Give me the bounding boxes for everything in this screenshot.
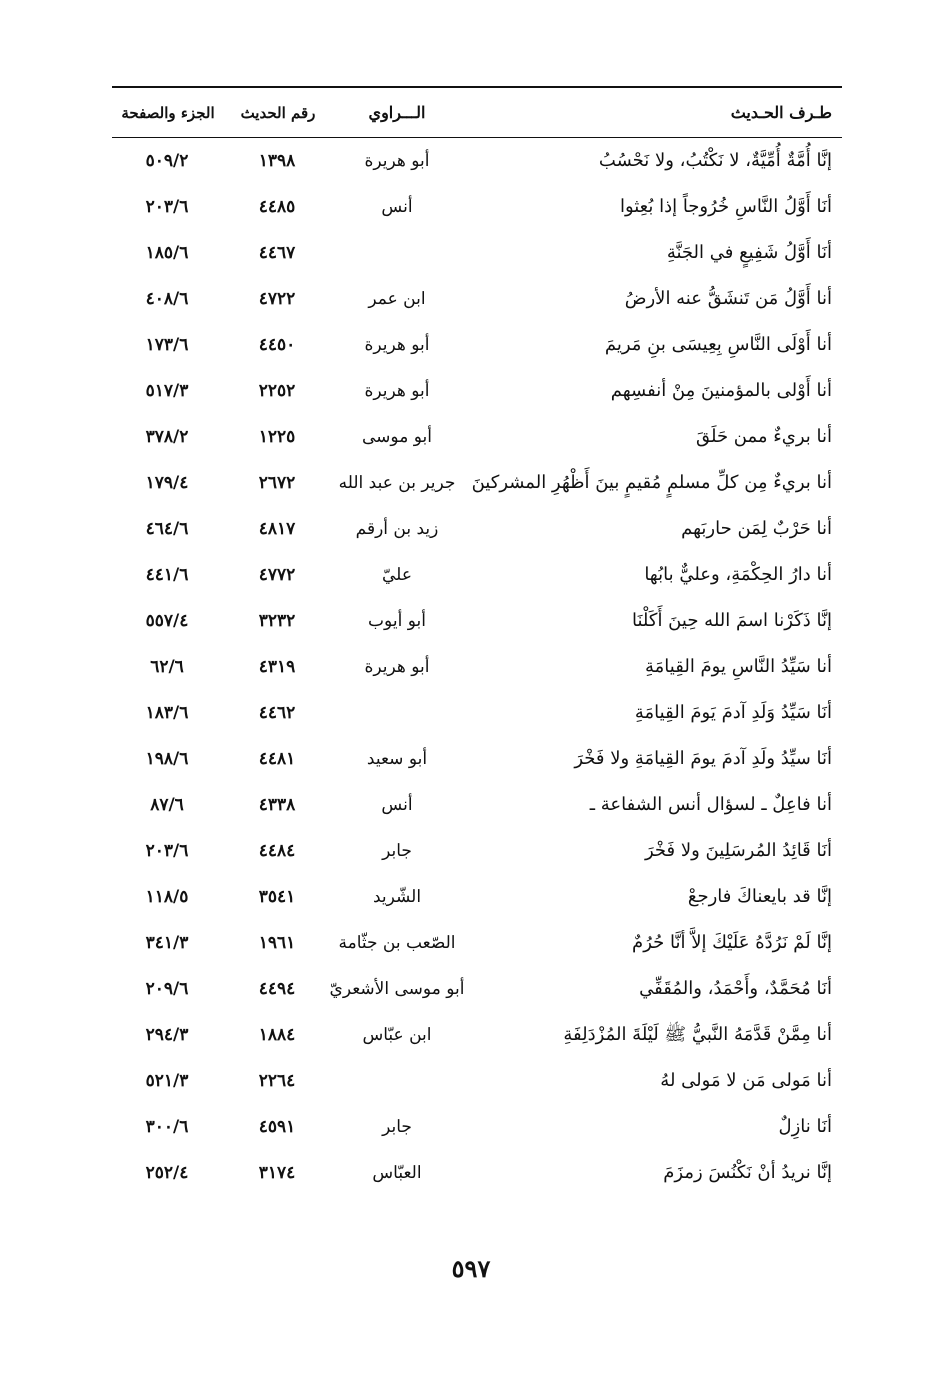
hadith-cell: إنَّا لَمْ نَرُدَّهُ عَلَيْكَ إلاَّ أنَّا حُرُمٌ	[632, 932, 832, 953]
table-row	[112, 184, 842, 230]
hadith-cell: أنَا مُحَمَّدٌ، وأَحْمَدُ، والمُقَفِّي	[639, 978, 832, 999]
table-row	[112, 414, 842, 460]
hadith-number-cell: ٤٤٥٠	[258, 335, 296, 355]
narrator-cell: أبو هريرة	[364, 657, 430, 677]
volume-page-cell: ٥٥٧/٤	[145, 611, 189, 631]
table-row	[112, 322, 842, 368]
hadith-cell: أنا دارُ الحِكْمَةِ، وعليٌّ بابُها	[644, 564, 832, 585]
table-row	[112, 506, 842, 552]
header-hadith: طـرف الحـديث	[730, 103, 832, 122]
hadith-number-cell: ٢٢٦٤	[258, 1071, 296, 1091]
volume-page-cell: ٤٠٨/٦	[145, 289, 189, 309]
hadith-number-cell: ٤٤٨١	[258, 749, 296, 769]
hadith-number-cell: ١٩٦١	[258, 933, 296, 953]
hadith-cell: أنا مِمَّنْ قَدَّمَهُ النَّبيُّ ﷺ لَيْلَةَ المُزْدَلِفَةِ	[563, 1024, 832, 1045]
hadith-number-cell: ٤٤٦٧	[258, 243, 296, 263]
table-row	[112, 230, 842, 276]
table-row	[112, 598, 842, 644]
volume-page-cell: ١١٨/٥	[145, 887, 189, 907]
volume-page-cell: ٥٠٩/٢	[145, 151, 189, 171]
table-row	[112, 1058, 842, 1104]
hadith-number-cell: ٤٣١٩	[258, 657, 296, 677]
hadith-number-cell: ٣٢٣٢	[258, 611, 296, 631]
hadith-cell: أنا فاعِلٌ ـ لسؤال أنس الشفاعة ـ	[589, 794, 832, 815]
volume-page-cell: ٣٠٠/٦	[145, 1117, 189, 1137]
table-row	[112, 782, 842, 828]
header-volume-page: الجزء والصفحة	[121, 104, 215, 122]
narrator-cell: أبو هريرة	[364, 151, 430, 171]
narrator-cell: ابن عمر	[368, 289, 426, 309]
hadith-number-cell: ٣١٧٤	[258, 1163, 296, 1183]
table-row	[112, 874, 842, 920]
volume-page-cell: ٥١٧/٣	[145, 381, 189, 401]
narrator-cell	[312, 230, 482, 276]
volume-page-cell: ٣٤١/٣	[145, 933, 189, 953]
volume-page-cell: ٥٢١/٣	[145, 1071, 189, 1091]
volume-page-cell: ١٨٥/٦	[145, 243, 189, 263]
hadith-number-cell: ٢٦٧٢	[258, 473, 296, 493]
narrator-cell: أبو هريرة	[364, 335, 430, 355]
hadith-number-cell: ٤٧٢٢	[258, 289, 296, 309]
hadith-number-cell: ١٨٨٤	[258, 1025, 296, 1045]
narrator-cell: الشّريد	[372, 887, 422, 907]
table-row	[112, 1012, 842, 1058]
narrator-cell: أبو موسى الأشعريّ	[329, 979, 465, 999]
hadith-number-cell: ٢٢٥٢	[258, 381, 296, 401]
table-row	[112, 552, 842, 598]
hadith-cell: إنَّا نريدُ أنْ نَكْنُسَ زمزَمَ	[663, 1162, 832, 1183]
table-row	[112, 690, 842, 736]
table-row	[112, 644, 842, 690]
header-number: رقم الحديث	[240, 104, 316, 122]
volume-page-cell: ٢٥٢/٤	[145, 1163, 189, 1183]
hadith-number-cell: ١٣٩٨	[258, 151, 296, 171]
page-number: ٥٩٧	[451, 1254, 491, 1283]
volume-page-cell: ٢٩٤/٣	[145, 1025, 189, 1045]
narrator-cell: أنس	[381, 197, 413, 217]
hadith-cell: إنَّا ذَكَرْنا اسمَ الله حِينَ أَكَلْنَا	[632, 610, 832, 631]
table-row	[112, 966, 842, 1012]
hadith-cell: أنا سَيِّدُ النَّاسِ يومَ القِيامَةِ	[645, 656, 832, 677]
narrator-cell	[312, 690, 482, 736]
hadith-number-cell: ٤٧٧٢	[258, 565, 296, 585]
hadith-cell: أنا بريءٌ مِن كلِّ مسلمٍ مُقيمٍ بينَ أَظْهُرِ المشركينَ	[471, 472, 832, 493]
volume-page-cell: ١٧٣/٦	[145, 335, 189, 355]
hadith-cell: إنَّا قد بايعناكَ فارجعْ	[687, 886, 832, 907]
table-row	[112, 276, 842, 322]
hadith-cell: أنَا نازِلٌ	[778, 1116, 832, 1137]
top-rule	[112, 86, 842, 88]
narrator-cell: زيد بن أرقم	[355, 519, 439, 539]
hadith-cell: أنا حَرْبٌ لِمَن حاربَهم	[681, 518, 832, 539]
narrator-cell: الصّعب بن جثّامة	[338, 933, 456, 953]
narrator-cell: أبو هريرة	[364, 381, 430, 401]
narrator-cell: ابن عبّاس	[362, 1025, 432, 1045]
hadith-number-cell: ٤٥٩١	[258, 1117, 296, 1137]
hadith-number-cell: ٤٨١٧	[258, 519, 296, 539]
narrator-cell: أبو موسى	[362, 427, 432, 447]
hadith-cell: أنا مَولى مَن لا مَولى لهُ	[660, 1070, 832, 1091]
narrator-cell	[312, 1058, 482, 1104]
volume-page-cell: ٤٦٤/٦	[145, 519, 189, 539]
hadith-cell: أنا بريءٌ ممن حَلَقَ	[695, 426, 832, 447]
volume-page-cell: ٣٧٨/٢	[145, 427, 189, 447]
volume-page-cell: ٢٠٩/٦	[145, 979, 189, 999]
volume-page-cell: ٢٠٣/٦	[145, 841, 189, 861]
hadith-cell: أنا أَوَّلُ مَن تَنشَقُّ عنه الأرضُ	[624, 288, 832, 309]
hadith-cell: أنَا سيِّدُ ولَدِ آدمَ يومَ القِيامَةِ ولا فَخْرَ	[574, 748, 832, 769]
header-narrator: الـــراوي	[368, 103, 426, 122]
hadith-cell: أنَا سَيِّدُ وَلَدِ آدمَ يَومَ القِيامَةِ	[634, 702, 832, 723]
table-row	[112, 460, 842, 506]
hadith-cell: أنَا قَائِدُ المُرسَلِينَ ولا فَخْرَ	[644, 840, 832, 861]
hadith-cell: أنا أَوْلَى النَّاسِ بِعِيسَى بنِ مَريمَ	[604, 334, 832, 355]
volume-page-cell: ١٨٣/٦	[145, 703, 189, 723]
narrator-cell: جرير بن عبد الله	[338, 473, 456, 493]
table-row	[112, 736, 842, 782]
table-row	[112, 920, 842, 966]
volume-page-cell: ٦٢/٦	[150, 657, 184, 677]
hadith-number-cell: ١٢٢٥	[258, 427, 296, 447]
volume-page-cell: ١٧٩/٤	[145, 473, 189, 493]
narrator-cell: أبو سعيد	[366, 749, 428, 769]
table-row	[112, 1150, 842, 1196]
narrator-cell: جابر	[382, 841, 412, 861]
narrator-cell: العبّاس	[372, 1163, 422, 1183]
volume-page-cell: ١٩٨/٦	[145, 749, 189, 769]
hadith-cell: أنَا أَوَّلُ النَّاسِ خُرُوجاً إذا بُعِثوا	[619, 196, 832, 217]
table-body	[112, 138, 842, 1196]
hadith-number-cell: ٤٣٣٨	[258, 795, 296, 815]
narrator-cell: أبو أيوب	[368, 611, 426, 631]
volume-page-cell: ٤٤١/٦	[145, 565, 189, 585]
hadith-number-cell: ٣٥٤١	[258, 887, 296, 907]
hadith-number-cell: ٤٤٩٤	[258, 979, 296, 999]
hadith-index-table	[112, 90, 842, 1194]
hadith-number-cell: ٤٤٨٤	[258, 841, 296, 861]
hadith-number-cell: ٤٤٨٥	[258, 197, 296, 217]
narrator-cell: أنس	[381, 795, 413, 815]
narrator-cell: جابر	[382, 1117, 412, 1137]
volume-page-cell: ٨٧/٦	[150, 795, 184, 815]
hadith-number-cell: ٤٤٦٢	[258, 703, 296, 723]
hadith-cell: إنَّا أُمَّةٌ أُمِّيَّةٌ، لا نَكْتُبُ، ولا نَحْسُبُ	[598, 150, 832, 171]
table-header-row	[112, 90, 842, 136]
narrator-cell: عليّ	[382, 565, 412, 585]
table-row	[112, 1104, 842, 1150]
table-row	[112, 138, 842, 184]
volume-page-cell: ٢٠٣/٦	[145, 197, 189, 217]
hadith-cell: أنا أَوْلى بالمؤمنينَ مِنْ أنفسِهم	[610, 380, 832, 401]
hadith-cell: أنَا أَوَّلُ شَفِيعٍ في الجَنَّةِ	[666, 242, 832, 263]
table-row	[112, 828, 842, 874]
table-row	[112, 368, 842, 414]
